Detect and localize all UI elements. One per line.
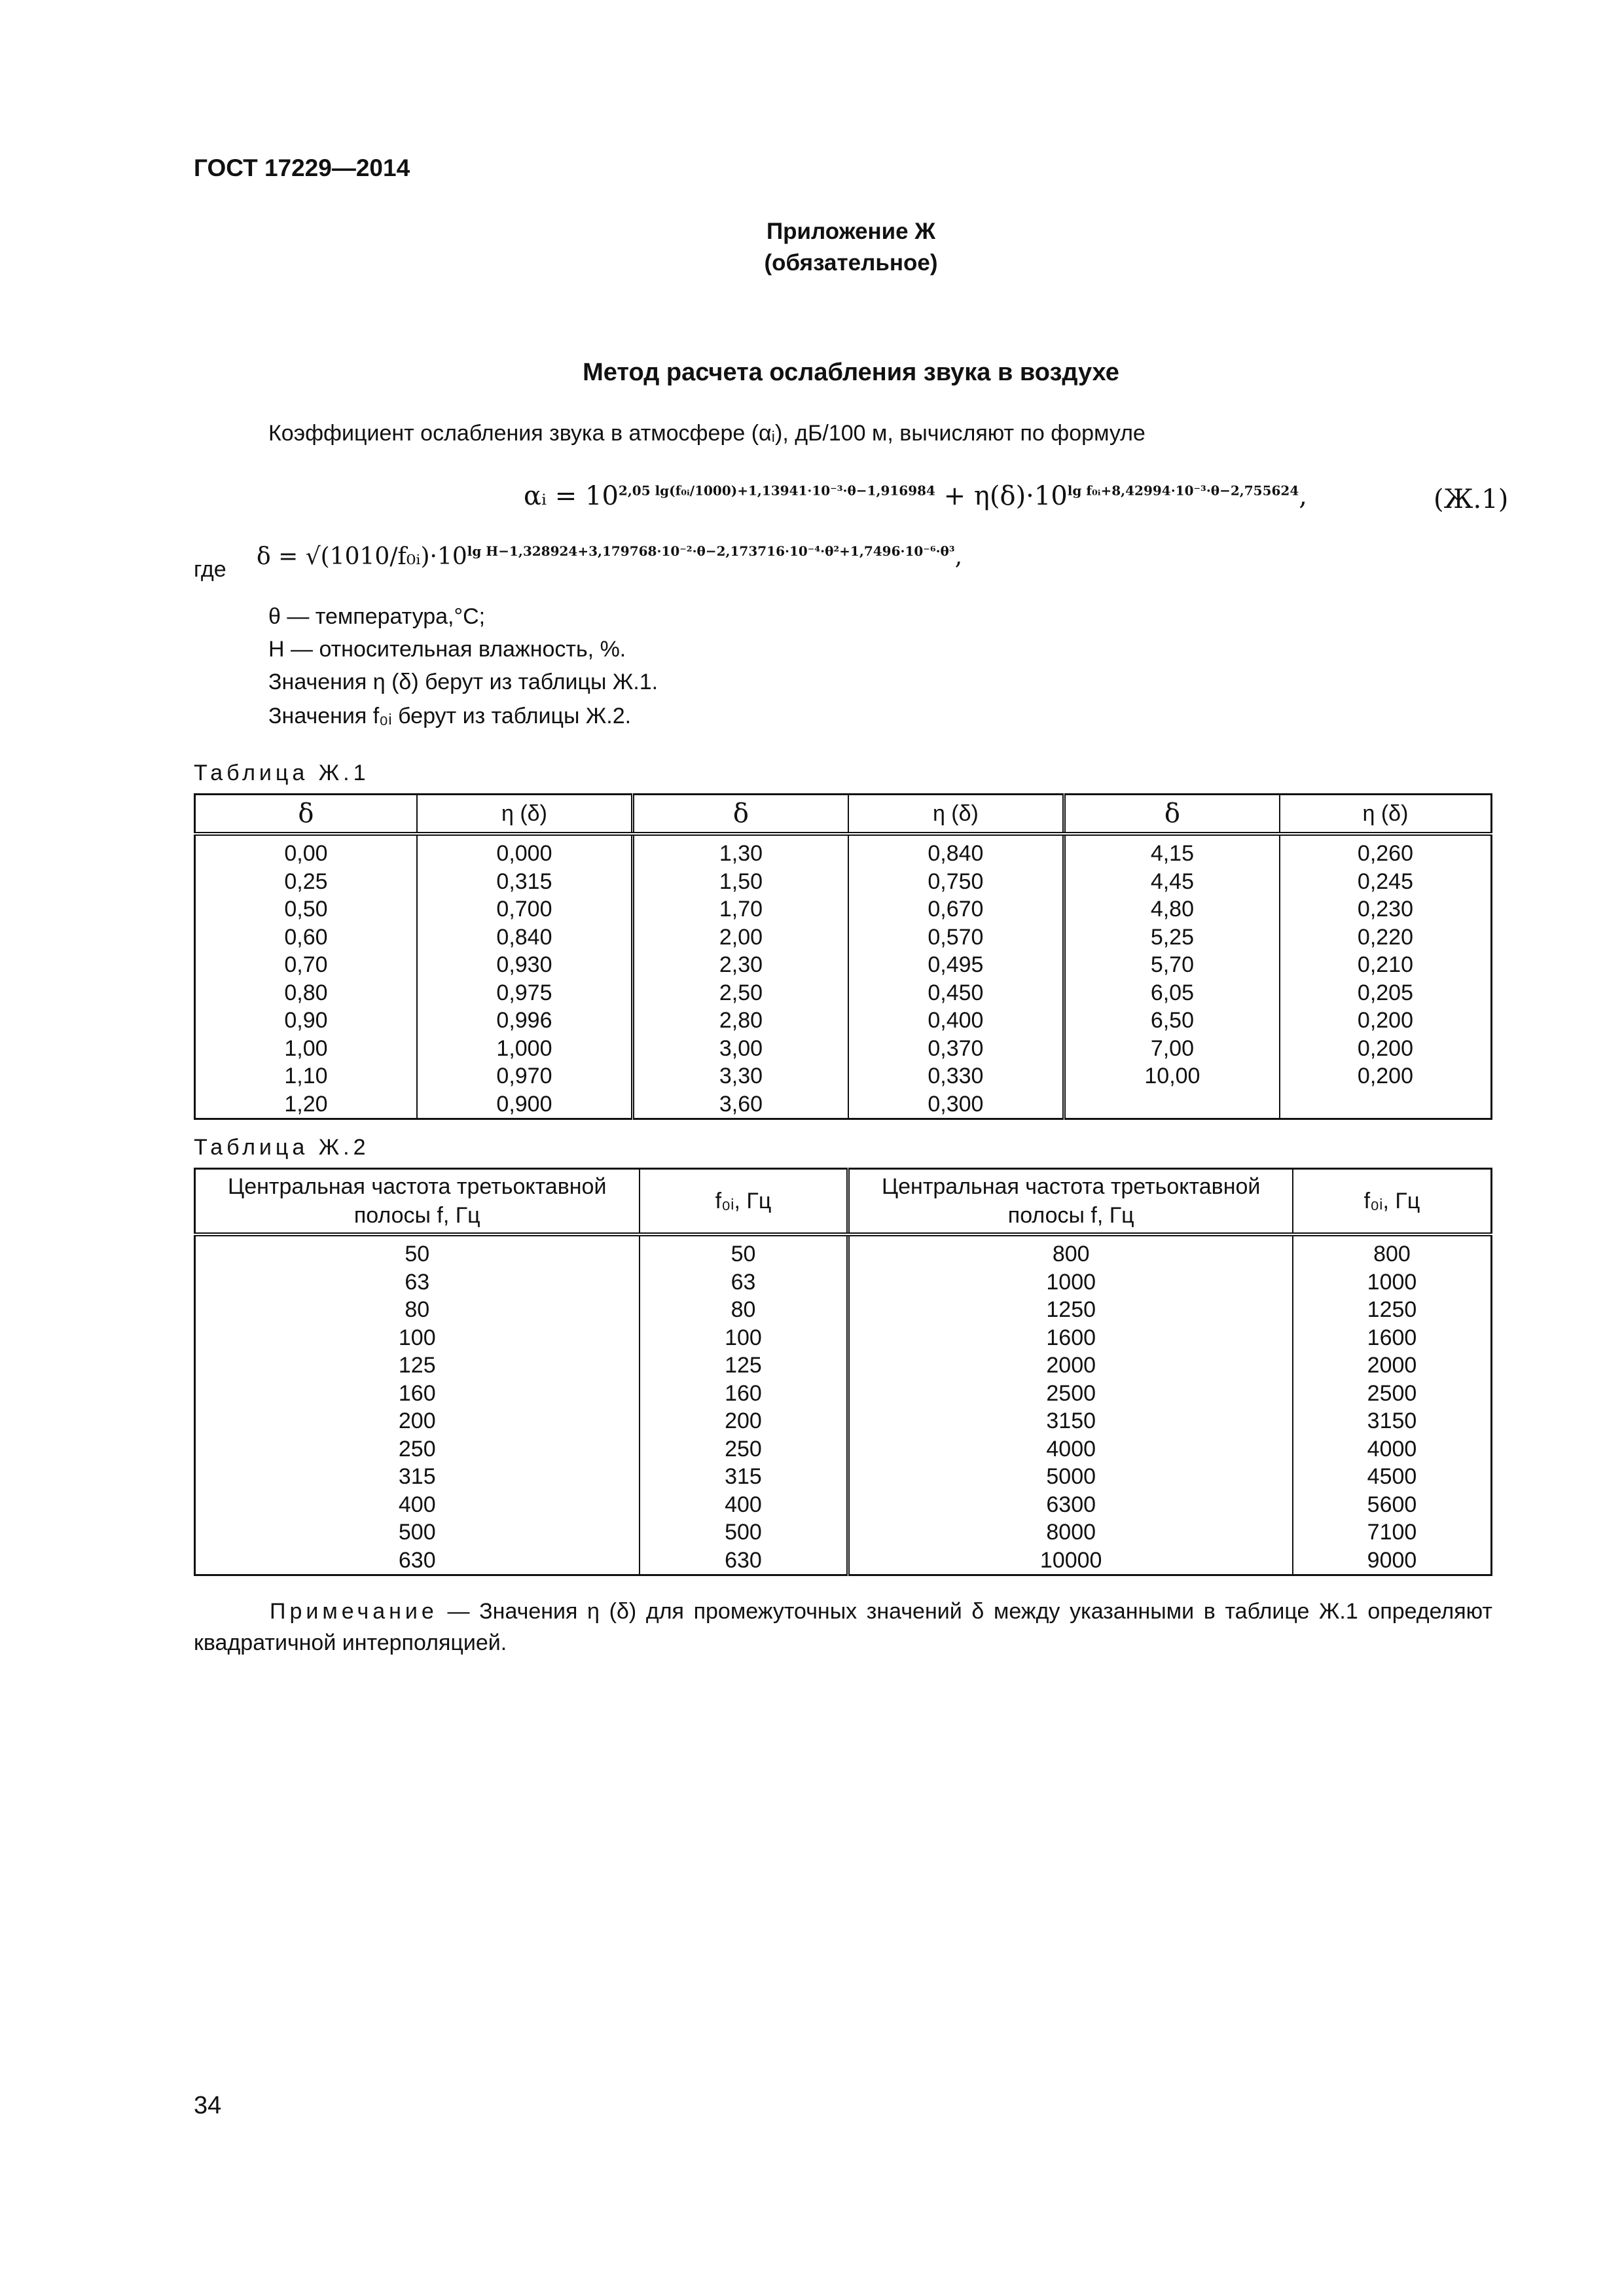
- table-row: [195, 951, 1492, 979]
- table-row: [195, 924, 1492, 952]
- table-cell: 0,80: [284, 980, 328, 1005]
- table-row: [195, 1380, 1492, 1408]
- table-cell: 1,20: [284, 1091, 328, 1117]
- table-row: [195, 1268, 1492, 1297]
- table-cell: 125: [640, 1352, 848, 1380]
- annex-title: Приложение Ж: [766, 219, 936, 244]
- table-cell: 0,300: [848, 1090, 1064, 1119]
- table-cell: 80: [405, 1297, 430, 1322]
- table2-header-f0i: f₀ᵢ, Гц: [640, 1169, 848, 1235]
- table-cell: 100: [640, 1324, 848, 1352]
- table-row: [195, 1234, 1492, 1268]
- table-cell: 315: [640, 1463, 848, 1491]
- table-cell: 0,670: [848, 895, 1064, 924]
- table-zh1: [194, 793, 1492, 1120]
- table-cell: 0,495: [848, 951, 1064, 979]
- table-cell: 1,30: [632, 834, 848, 868]
- table-cell: 0,000: [417, 834, 633, 868]
- table2-header-row: [195, 1169, 1492, 1235]
- intro-text: Коэффициент ослабления звука в атмосфере (αᵢ), дБ/100 м, вычисляют по формуле: [268, 421, 1146, 446]
- table2-header-band-frequency: Центральная частота третьоктавной полосы f, Гц: [848, 1169, 1293, 1235]
- delta-exponent: lg H−1,328924+3,179768·10⁻²·θ−2,173716·10⁻⁴·θ²+1,7496·10⁻⁶·θ³: [467, 543, 955, 559]
- table1-header-row: [195, 795, 1492, 834]
- table-row: [195, 1296, 1492, 1324]
- table-cell: 2000: [848, 1352, 1293, 1380]
- table-cell: 1,10: [284, 1064, 328, 1088]
- table1-header-delta: δ: [1064, 795, 1280, 834]
- table-cell: 63: [405, 1269, 430, 1295]
- table-cell: 6300: [848, 1491, 1293, 1519]
- table-cell: 0,970: [417, 1062, 633, 1090]
- table-cell: 0,90: [284, 1008, 328, 1033]
- table1-caption: Таблица Ж.1: [194, 761, 370, 785]
- table-cell: 0,975: [417, 979, 633, 1007]
- formula-number: (Ж.1): [1434, 484, 1509, 514]
- table-row: [195, 1435, 1492, 1463]
- where-word: где: [194, 557, 226, 582]
- table-row: [195, 1324, 1492, 1352]
- table-cell: 10,00: [1064, 1062, 1280, 1090]
- table-cell: 0,70: [284, 952, 328, 977]
- note-text: — Значения η (δ) для промежуточных значений δ между указанными в таблице Ж.1 определяют квадратичной интерполяцией.: [194, 1599, 1492, 1655]
- table-cell: 630: [640, 1547, 848, 1575]
- table-cell: 800: [848, 1234, 1293, 1268]
- table-cell: 0,930: [417, 951, 633, 979]
- table2-header-f0i: f₀ᵢ, Гц: [1293, 1169, 1492, 1235]
- table-cell: 3,30: [632, 1062, 848, 1090]
- table-cell: 0,260: [1280, 834, 1492, 868]
- table-cell: 0,60: [284, 924, 328, 950]
- table-cell: 0,330: [848, 1062, 1064, 1090]
- table-cell: 1,000: [417, 1035, 633, 1063]
- table-cell: 8000: [848, 1518, 1293, 1547]
- table-cell: 3,60: [632, 1090, 848, 1119]
- table-cell: 125: [398, 1353, 436, 1378]
- table-cell: 5000: [848, 1463, 1293, 1491]
- table-cell: 10000: [848, 1547, 1293, 1575]
- table-row: [195, 1090, 1492, 1119]
- table-cell: 0,840: [848, 834, 1064, 868]
- table-row: [195, 1518, 1492, 1547]
- table-cell: 1,00: [284, 1035, 328, 1061]
- def-eta-source: Значения η (δ) берут из таблицы Ж.1.: [268, 670, 659, 694]
- table-row: [195, 1547, 1492, 1575]
- table-row: [195, 979, 1492, 1007]
- table-cell: 6,05: [1064, 979, 1280, 1007]
- table-cell: 3150: [1293, 1407, 1492, 1435]
- table2-header-band-frequency: Центральная частота третьоктавной полосы f, Гц: [195, 1169, 640, 1235]
- table-cell: 2,80: [632, 1007, 848, 1035]
- table1-header-eta: η (δ): [1280, 795, 1492, 834]
- table-cell: 0,370: [848, 1035, 1064, 1063]
- table-row: [195, 1407, 1492, 1435]
- annex-status: (обязательное): [764, 250, 938, 276]
- table-cell: 0,200: [1280, 1062, 1492, 1090]
- table-cell: 2,50: [632, 979, 848, 1007]
- table-row: [195, 1463, 1492, 1491]
- table-cell: 0,200: [1280, 1035, 1492, 1063]
- table-cell: 400: [640, 1491, 848, 1519]
- def-f0i-source: Значения f₀ᵢ берут из таблицы Ж.2.: [268, 704, 632, 728]
- table-cell: 0,400: [848, 1007, 1064, 1035]
- table-cell: 63: [640, 1268, 848, 1297]
- table1-header-delta: δ: [195, 795, 417, 834]
- table-cell: 2,30: [632, 951, 848, 979]
- table-cell: 500: [398, 1520, 436, 1545]
- table-cell: 5600: [1293, 1491, 1492, 1519]
- formula-exponent-2: lg f₀ᵢ+8,42994·10⁻³·θ−2,755624: [1067, 482, 1299, 499]
- table-cell: 160: [640, 1380, 848, 1408]
- table-cell: 4,80: [1064, 895, 1280, 924]
- table-cell: 6,50: [1064, 1007, 1280, 1035]
- formula-mid: + η(δ)·10: [935, 481, 1068, 511]
- table-row: [195, 1062, 1492, 1090]
- table-cell: 500: [640, 1518, 848, 1547]
- table-cell: 2500: [1293, 1380, 1492, 1408]
- table-cell: 50: [640, 1234, 848, 1268]
- formula-tail: ,: [1299, 481, 1307, 511]
- definitions: [268, 602, 658, 734]
- table-cell: 5,70: [1064, 951, 1280, 979]
- table-cell: 0,245: [1280, 868, 1492, 896]
- table-cell: 800: [1293, 1234, 1492, 1268]
- table-cell: 2500: [848, 1380, 1293, 1408]
- table-cell: 2,00: [632, 924, 848, 952]
- table1-header-delta: δ: [632, 795, 848, 834]
- table-cell: 5,25: [1064, 924, 1280, 952]
- annex-heading: [0, 216, 1624, 279]
- table-cell: 0,50: [284, 897, 328, 922]
- table-cell: [1280, 1090, 1492, 1119]
- table-cell: 1600: [848, 1324, 1293, 1352]
- table-cell: 0,210: [1280, 951, 1492, 979]
- table-cell: 0,220: [1280, 924, 1492, 952]
- page-number: 34: [194, 2092, 222, 2119]
- table-row: [195, 1491, 1492, 1519]
- table-cell: 400: [398, 1492, 436, 1517]
- table-cell: 0,315: [417, 868, 633, 896]
- table-cell: 0,750: [848, 868, 1064, 896]
- table-cell: 4000: [1293, 1435, 1492, 1463]
- table-cell: 1600: [1293, 1324, 1492, 1352]
- note: [194, 1596, 1492, 1659]
- table-cell: 100: [398, 1325, 436, 1350]
- table-zh2: [194, 1168, 1492, 1576]
- table-cell: 0,700: [417, 895, 633, 924]
- table-cell: 1,50: [632, 868, 848, 896]
- table-cell: 0,900: [417, 1090, 633, 1119]
- doc-id: ГОСТ 17229—2014: [194, 154, 410, 181]
- table-row: [195, 868, 1492, 896]
- table-cell: 3150: [848, 1407, 1293, 1435]
- formula-exponent-1: 2,05 lg(f₀ᵢ/1000)+1,13941·10⁻³·θ−1,916984: [618, 482, 935, 499]
- table-cell: 1,70: [632, 895, 848, 924]
- table2-caption: Таблица Ж.2: [194, 1135, 370, 1160]
- table-cell: 250: [640, 1435, 848, 1463]
- table-cell: 7,00: [1064, 1035, 1280, 1063]
- table-cell: 1250: [848, 1296, 1293, 1324]
- table-cell: 0,996: [417, 1007, 633, 1035]
- table-cell: 50: [405, 1242, 430, 1266]
- delta-formula: [257, 543, 962, 570]
- delta-tail: ,: [954, 543, 963, 570]
- table-cell: 0,570: [848, 924, 1064, 952]
- table-cell: 0,25: [284, 869, 328, 894]
- table-cell: 4000: [848, 1435, 1293, 1463]
- table-cell: 7100: [1293, 1518, 1492, 1547]
- table-cell: 4,15: [1064, 834, 1280, 868]
- table1-header-eta: η (δ): [848, 795, 1064, 834]
- formula-zh1: [524, 481, 1307, 511]
- table-row: [195, 895, 1492, 924]
- table-cell: 0,200: [1280, 1007, 1492, 1035]
- table-row: [195, 1352, 1492, 1380]
- table-cell: 250: [398, 1436, 436, 1462]
- table-cell: 4,45: [1064, 868, 1280, 896]
- table-cell: 630: [398, 1547, 436, 1573]
- table-cell: 1000: [1293, 1268, 1492, 1297]
- table-cell: 3,00: [632, 1035, 848, 1063]
- table-cell: 200: [398, 1408, 436, 1433]
- table-row: [195, 1007, 1492, 1035]
- def-humidity: H — относительная влажность, %.: [268, 637, 626, 662]
- table-cell: 160: [398, 1380, 436, 1406]
- table-cell: 200: [640, 1407, 848, 1435]
- table-cell: 2000: [1293, 1352, 1492, 1380]
- def-temperature: θ — температура,°С;: [268, 604, 486, 629]
- table-cell: 0,00: [284, 841, 328, 866]
- formula-lhs: αᵢ = 10: [524, 481, 619, 511]
- table-cell: 0,840: [417, 924, 633, 952]
- note-label: Примечание: [270, 1599, 438, 1624]
- table-cell: 1250: [1293, 1296, 1492, 1324]
- section-title: Метод расчета ослабления звука в воздухе: [583, 359, 1119, 386]
- table-cell: 4500: [1293, 1463, 1492, 1491]
- table-row: [195, 834, 1492, 868]
- table-cell: 1000: [848, 1268, 1293, 1297]
- table-cell: 0,230: [1280, 895, 1492, 924]
- table-cell: 80: [640, 1296, 848, 1324]
- delta-lhs: δ = √(1010/f₀ᵢ)·10: [257, 543, 467, 570]
- table-cell: 315: [398, 1464, 436, 1489]
- table-cell: [1064, 1090, 1280, 1119]
- table-cell: 0,450: [848, 979, 1064, 1007]
- table-cell: 9000: [1293, 1547, 1492, 1575]
- table1-header-eta: η (δ): [417, 795, 633, 834]
- table-cell: 0,205: [1280, 979, 1492, 1007]
- table-row: [195, 1035, 1492, 1063]
